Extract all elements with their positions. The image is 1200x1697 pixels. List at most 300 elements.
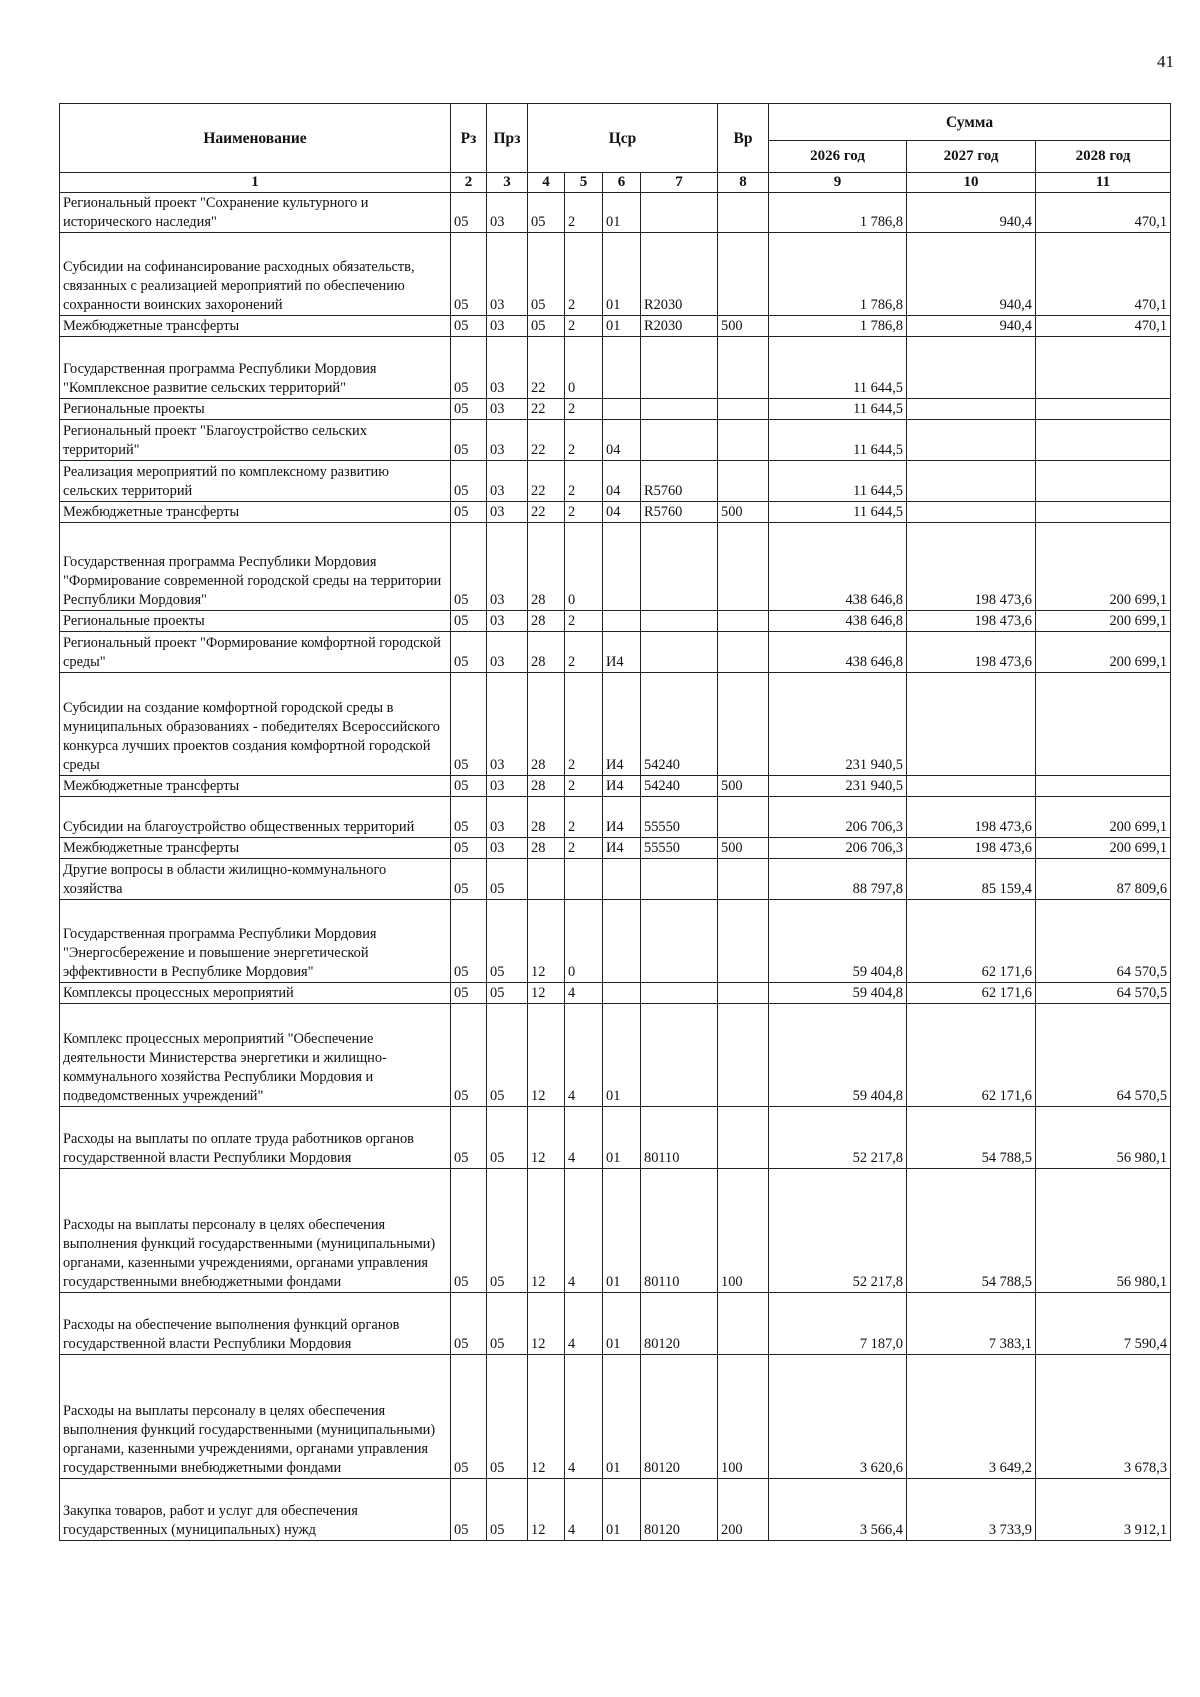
row-csr-direction: 80120 — [641, 1355, 718, 1479]
row-csr-type: 0 — [565, 900, 603, 983]
row-sum-2027 — [907, 776, 1036, 797]
row-sum-2028: 64 570,5 — [1036, 900, 1171, 983]
row-sum-2026: 59 404,8 — [769, 983, 907, 1004]
table-row — [60, 316, 1171, 337]
row-csr-element: 01 — [603, 1293, 641, 1355]
row-sum-2028: 200 699,1 — [1036, 838, 1171, 859]
row-name: Региональный проект "Благоустройство сельских территорий" — [60, 420, 451, 461]
row-name: Субсидии на софинансирование расходных обязательств, связанных с реализацией мероприятий по обеспечению сохранности воинских захоронений — [60, 233, 451, 316]
row-prz: 03 — [487, 673, 528, 776]
row-sum-2026: 438 646,8 — [769, 632, 907, 673]
row-sum-2028: 200 699,1 — [1036, 611, 1171, 632]
row-csr-type: 2 — [565, 233, 603, 316]
row-prz: 03 — [487, 193, 528, 233]
row-csr-direction — [641, 611, 718, 632]
row-name: Государственная программа Республики Мордовия "Комплексное развитие сельских территорий" — [60, 337, 451, 399]
row-name: Региональный проект "Сохранение культурного и исторического наследия" — [60, 193, 451, 233]
row-rz: 05 — [451, 399, 487, 420]
column-number: 3 — [487, 173, 528, 193]
row-name: Межбюджетные трансферты — [60, 316, 451, 337]
row-vr — [718, 611, 769, 632]
header-csr: Цср — [528, 104, 718, 173]
row-rz: 05 — [451, 1293, 487, 1355]
row-vr — [718, 983, 769, 1004]
row-prz: 03 — [487, 776, 528, 797]
row-sum-2026: 11 644,5 — [769, 399, 907, 420]
row-sum-2026: 52 217,8 — [769, 1169, 907, 1293]
row-csr-type: 2 — [565, 461, 603, 502]
row-csr-direction: R5760 — [641, 461, 718, 502]
row-csr-direction — [641, 859, 718, 900]
budget-table — [59, 103, 1171, 1541]
table-row — [60, 838, 1171, 859]
row-rz: 05 — [451, 233, 487, 316]
table-row — [60, 420, 1171, 461]
row-name: Реализация мероприятий по комплексному развитию сельских территорий — [60, 461, 451, 502]
row-sum-2026: 438 646,8 — [769, 523, 907, 611]
row-rz: 05 — [451, 193, 487, 233]
row-sum-2026: 438 646,8 — [769, 611, 907, 632]
row-rz: 05 — [451, 611, 487, 632]
row-vr — [718, 461, 769, 502]
row-sum-2026: 3 566,4 — [769, 1479, 907, 1541]
row-sum-2028 — [1036, 776, 1171, 797]
row-sum-2026: 11 644,5 — [769, 337, 907, 399]
row-name: Межбюджетные трансферты — [60, 502, 451, 523]
row-sum-2028 — [1036, 673, 1171, 776]
row-sum-2026: 1 786,8 — [769, 193, 907, 233]
row-csr-type: 2 — [565, 673, 603, 776]
table-row — [60, 776, 1171, 797]
row-name: Расходы на выплаты персоналу в целях обеспечения выполнения функций государственными (муниципальными) органами, казенными учреждениями, органами управления государственными внебюджетными фондами — [60, 1355, 451, 1479]
table-row — [60, 1293, 1171, 1355]
row-sum-2028: 3 678,3 — [1036, 1355, 1171, 1479]
row-csr-direction: 55550 — [641, 797, 718, 838]
row-sum-2027: 3 649,2 — [907, 1355, 1036, 1479]
row-vr: 100 — [718, 1355, 769, 1479]
row-prz: 05 — [487, 1169, 528, 1293]
row-sum-2027: 62 171,6 — [907, 1004, 1036, 1107]
row-sum-2028: 470,1 — [1036, 193, 1171, 233]
table-row — [60, 502, 1171, 523]
row-csr-program: 28 — [528, 632, 565, 673]
row-sum-2027 — [907, 673, 1036, 776]
row-csr-direction: R5760 — [641, 502, 718, 523]
row-csr-program: 12 — [528, 1169, 565, 1293]
row-rz: 05 — [451, 1355, 487, 1479]
table-row — [60, 399, 1171, 420]
row-sum-2026: 11 644,5 — [769, 461, 907, 502]
row-sum-2028 — [1036, 461, 1171, 502]
row-sum-2028: 470,1 — [1036, 233, 1171, 316]
row-sum-2026: 206 706,3 — [769, 797, 907, 838]
row-sum-2026: 7 187,0 — [769, 1293, 907, 1355]
row-prz: 05 — [487, 1355, 528, 1479]
row-vr — [718, 1004, 769, 1107]
row-sum-2027 — [907, 399, 1036, 420]
row-csr-type: 0 — [565, 337, 603, 399]
row-csr-type: 4 — [565, 1107, 603, 1169]
row-name: Субсидии на благоустройство общественных территорий — [60, 797, 451, 838]
row-sum-2026: 88 797,8 — [769, 859, 907, 900]
table-row — [60, 1169, 1171, 1293]
row-name: Межбюджетные трансферты — [60, 838, 451, 859]
row-csr-program: 28 — [528, 611, 565, 632]
table-row — [60, 983, 1171, 1004]
row-sum-2027: 198 473,6 — [907, 632, 1036, 673]
row-rz: 05 — [451, 461, 487, 502]
column-number: 6 — [603, 173, 641, 193]
row-sum-2028: 3 912,1 — [1036, 1479, 1171, 1541]
header-year-2027: 2027 год — [907, 141, 1036, 173]
row-csr-type: 2 — [565, 632, 603, 673]
row-sum-2026: 3 620,6 — [769, 1355, 907, 1479]
row-sum-2026: 52 217,8 — [769, 1107, 907, 1169]
row-vr — [718, 193, 769, 233]
row-csr-direction: 80110 — [641, 1107, 718, 1169]
row-sum-2027: 54 788,5 — [907, 1169, 1036, 1293]
row-csr-direction: 54240 — [641, 776, 718, 797]
header-vr: Вр — [718, 104, 769, 173]
row-rz: 05 — [451, 859, 487, 900]
row-sum-2027: 198 473,6 — [907, 797, 1036, 838]
row-vr — [718, 1293, 769, 1355]
row-csr-direction: 55550 — [641, 838, 718, 859]
row-rz: 05 — [451, 1479, 487, 1541]
header-rz: Рз — [451, 104, 487, 173]
row-csr-type: 2 — [565, 193, 603, 233]
row-csr-element — [603, 900, 641, 983]
row-csr-program: 12 — [528, 1355, 565, 1479]
row-name: Государственная программа Республики Мордовия "Энергосбережение и повышение энергетической эффективности в Республике Мордовия" — [60, 900, 451, 983]
row-csr-type: 2 — [565, 420, 603, 461]
row-csr-element: 01 — [603, 316, 641, 337]
row-sum-2028: 200 699,1 — [1036, 797, 1171, 838]
row-sum-2027 — [907, 420, 1036, 461]
row-vr — [718, 900, 769, 983]
row-name: Региональный проект "Формирование комфортной городской среды" — [60, 632, 451, 673]
row-csr-type: 2 — [565, 797, 603, 838]
row-sum-2027 — [907, 502, 1036, 523]
row-vr: 500 — [718, 502, 769, 523]
table-header — [60, 104, 1171, 193]
row-prz: 05 — [487, 1004, 528, 1107]
row-sum-2028 — [1036, 399, 1171, 420]
row-rz: 05 — [451, 502, 487, 523]
row-csr-element: И4 — [603, 632, 641, 673]
row-sum-2028: 56 980,1 — [1036, 1107, 1171, 1169]
row-sum-2026: 1 786,8 — [769, 316, 907, 337]
row-csr-element: 01 — [603, 1479, 641, 1541]
row-csr-direction — [641, 193, 718, 233]
row-csr-element — [603, 859, 641, 900]
row-csr-program: 12 — [528, 1479, 565, 1541]
row-sum-2028 — [1036, 502, 1171, 523]
row-csr-element: 01 — [603, 1107, 641, 1169]
column-number: 4 — [528, 173, 565, 193]
row-csr-element — [603, 983, 641, 1004]
row-name: Расходы на обеспечение выполнения функций органов государственной власти Республики Мордовия — [60, 1293, 451, 1355]
row-name: Другие вопросы в области жилищно-коммунального хозяйства — [60, 859, 451, 900]
row-sum-2027: 940,4 — [907, 233, 1036, 316]
row-csr-direction: 80120 — [641, 1293, 718, 1355]
column-number: 5 — [565, 173, 603, 193]
row-sum-2026: 1 786,8 — [769, 233, 907, 316]
row-prz: 05 — [487, 1479, 528, 1541]
header-name: Наименование — [60, 104, 451, 173]
row-prz: 03 — [487, 337, 528, 399]
table-row — [60, 611, 1171, 632]
row-sum-2026: 59 404,8 — [769, 1004, 907, 1107]
row-csr-element: 01 — [603, 233, 641, 316]
row-name: Субсидии на создание комфортной городской среды в муниципальных образованиях - победителях Всероссийского конкурса лучших проектов создания комфортной городской среды — [60, 673, 451, 776]
row-name: Расходы на выплаты персоналу в целях обеспечения выполнения функций государственными (муниципальными) органами, казенными учреждениями, органами управления государственными внебюджетными фондами — [60, 1169, 451, 1293]
row-csr-program: 22 — [528, 420, 565, 461]
row-csr-element: 01 — [603, 1004, 641, 1107]
row-sum-2026: 231 940,5 — [769, 673, 907, 776]
row-sum-2028: 7 590,4 — [1036, 1293, 1171, 1355]
row-csr-direction — [641, 1004, 718, 1107]
row-csr-direction: R2030 — [641, 233, 718, 316]
row-csr-type: 2 — [565, 399, 603, 420]
row-vr — [718, 337, 769, 399]
row-vr — [718, 859, 769, 900]
row-sum-2026: 11 644,5 — [769, 420, 907, 461]
row-csr-type: 2 — [565, 316, 603, 337]
row-csr-type: 2 — [565, 776, 603, 797]
row-csr-program: 22 — [528, 337, 565, 399]
row-csr-direction — [641, 632, 718, 673]
page-number: 41 — [1157, 52, 1174, 71]
row-vr — [718, 233, 769, 316]
row-sum-2027: 198 473,6 — [907, 838, 1036, 859]
row-name: Региональные проекты — [60, 399, 451, 420]
row-vr — [718, 797, 769, 838]
row-csr-element: 04 — [603, 502, 641, 523]
row-prz: 03 — [487, 502, 528, 523]
row-vr — [718, 1107, 769, 1169]
table-row — [60, 337, 1171, 399]
row-csr-type: 4 — [565, 1355, 603, 1479]
row-csr-program: 05 — [528, 233, 565, 316]
row-prz: 05 — [487, 900, 528, 983]
row-csr-element: 01 — [603, 1355, 641, 1479]
row-name: Комплексы процессных мероприятий — [60, 983, 451, 1004]
row-csr-element: 04 — [603, 420, 641, 461]
row-csr-element: 01 — [603, 1169, 641, 1293]
row-csr-direction — [641, 337, 718, 399]
row-prz: 03 — [487, 316, 528, 337]
row-csr-program: 28 — [528, 838, 565, 859]
row-name: Комплекс процессных мероприятий "Обеспечение деятельности Министерства энергетики и жилищно-коммунального хозяйства Республики Мордовия и подведомственных учреждений" — [60, 1004, 451, 1107]
row-sum-2028: 64 570,5 — [1036, 1004, 1171, 1107]
row-csr-direction — [641, 983, 718, 1004]
row-sum-2027: 3 733,9 — [907, 1479, 1036, 1541]
row-csr-type: 4 — [565, 1004, 603, 1107]
row-sum-2028 — [1036, 337, 1171, 399]
table-row — [60, 797, 1171, 838]
column-number: 9 — [769, 173, 907, 193]
header-year-2028: 2028 год — [1036, 141, 1171, 173]
row-vr: 500 — [718, 316, 769, 337]
row-sum-2027 — [907, 461, 1036, 502]
row-csr-direction: R2030 — [641, 316, 718, 337]
row-csr-program: 28 — [528, 673, 565, 776]
row-csr-type: 4 — [565, 983, 603, 1004]
row-vr — [718, 523, 769, 611]
row-csr-direction — [641, 420, 718, 461]
row-rz: 05 — [451, 1004, 487, 1107]
row-csr-program: 05 — [528, 193, 565, 233]
row-name: Расходы на выплаты по оплате труда работников органов государственной власти Республики Мордовия — [60, 1107, 451, 1169]
row-vr — [718, 673, 769, 776]
row-csr-type: 2 — [565, 502, 603, 523]
row-rz: 05 — [451, 1107, 487, 1169]
row-sum-2026: 231 940,5 — [769, 776, 907, 797]
row-prz: 03 — [487, 523, 528, 611]
row-csr-type: 0 — [565, 523, 603, 611]
row-sum-2028: 470,1 — [1036, 316, 1171, 337]
row-rz: 05 — [451, 673, 487, 776]
row-csr-program: 12 — [528, 1293, 565, 1355]
row-prz: 03 — [487, 399, 528, 420]
row-csr-type: 4 — [565, 1293, 603, 1355]
row-vr: 500 — [718, 838, 769, 859]
row-rz: 05 — [451, 420, 487, 461]
row-csr-type: 2 — [565, 611, 603, 632]
column-number: 8 — [718, 173, 769, 193]
row-csr-element — [603, 337, 641, 399]
row-vr: 500 — [718, 776, 769, 797]
row-csr-element — [603, 399, 641, 420]
row-rz: 05 — [451, 523, 487, 611]
table-row — [60, 461, 1171, 502]
row-sum-2027 — [907, 337, 1036, 399]
row-csr-direction: 80120 — [641, 1479, 718, 1541]
row-prz: 03 — [487, 461, 528, 502]
table-row — [60, 859, 1171, 900]
row-rz: 05 — [451, 983, 487, 1004]
row-name: Региональные проекты — [60, 611, 451, 632]
row-csr-program: 12 — [528, 1107, 565, 1169]
row-rz: 05 — [451, 900, 487, 983]
row-csr-element — [603, 523, 641, 611]
row-prz: 03 — [487, 632, 528, 673]
row-csr-element — [603, 611, 641, 632]
row-name: Государственная программа Республики Мордовия "Формирование современной городской среды на территории Республики Мордовия" — [60, 523, 451, 611]
row-rz: 05 — [451, 776, 487, 797]
table-row — [60, 900, 1171, 983]
row-prz: 03 — [487, 611, 528, 632]
table-row — [60, 1479, 1171, 1541]
row-csr-element: И4 — [603, 838, 641, 859]
row-prz: 05 — [487, 983, 528, 1004]
row-csr-direction: 54240 — [641, 673, 718, 776]
row-sum-2027: 62 171,6 — [907, 983, 1036, 1004]
column-number: 7 — [641, 173, 718, 193]
row-prz: 03 — [487, 233, 528, 316]
row-sum-2027: 54 788,5 — [907, 1107, 1036, 1169]
row-sum-2028 — [1036, 420, 1171, 461]
row-sum-2028: 200 699,1 — [1036, 523, 1171, 611]
row-sum-2028: 200 699,1 — [1036, 632, 1171, 673]
row-sum-2027: 198 473,6 — [907, 611, 1036, 632]
row-vr: 100 — [718, 1169, 769, 1293]
row-sum-2027: 198 473,6 — [907, 523, 1036, 611]
row-csr-type: 2 — [565, 838, 603, 859]
table-row — [60, 523, 1171, 611]
table-row — [60, 673, 1171, 776]
table-row — [60, 1107, 1171, 1169]
table-body — [60, 193, 1171, 1541]
row-csr-program: 22 — [528, 502, 565, 523]
row-csr-type: 4 — [565, 1479, 603, 1541]
row-csr-direction: 80110 — [641, 1169, 718, 1293]
row-csr-element: 04 — [603, 461, 641, 502]
row-sum-2027: 85 159,4 — [907, 859, 1036, 900]
header-summa: Сумма — [769, 104, 1171, 141]
row-csr-program — [528, 859, 565, 900]
row-rz: 05 — [451, 632, 487, 673]
row-csr-program: 12 — [528, 900, 565, 983]
row-csr-direction — [641, 900, 718, 983]
column-number: 2 — [451, 173, 487, 193]
row-sum-2028: 87 809,6 — [1036, 859, 1171, 900]
row-sum-2027: 7 383,1 — [907, 1293, 1036, 1355]
row-prz: 03 — [487, 838, 528, 859]
row-csr-program: 28 — [528, 776, 565, 797]
row-vr — [718, 420, 769, 461]
column-number-row — [60, 173, 1171, 193]
row-csr-program: 28 — [528, 523, 565, 611]
row-prz: 05 — [487, 1293, 528, 1355]
row-sum-2028: 56 980,1 — [1036, 1169, 1171, 1293]
row-csr-program: 05 — [528, 316, 565, 337]
row-csr-element: 01 — [603, 193, 641, 233]
row-csr-program: 12 — [528, 1004, 565, 1107]
row-vr — [718, 632, 769, 673]
table-row — [60, 1355, 1171, 1479]
row-rz: 05 — [451, 316, 487, 337]
row-csr-element: И4 — [603, 673, 641, 776]
row-rz: 05 — [451, 1169, 487, 1293]
column-number: 11 — [1036, 173, 1171, 193]
row-sum-2027: 62 171,6 — [907, 900, 1036, 983]
row-rz: 05 — [451, 337, 487, 399]
row-csr-program: 22 — [528, 399, 565, 420]
row-sum-2026: 59 404,8 — [769, 900, 907, 983]
row-csr-type — [565, 859, 603, 900]
table-row — [60, 233, 1171, 316]
row-vr: 200 — [718, 1479, 769, 1541]
row-vr — [718, 399, 769, 420]
column-number: 1 — [60, 173, 451, 193]
row-sum-2026: 11 644,5 — [769, 502, 907, 523]
row-csr-program: 12 — [528, 983, 565, 1004]
column-number: 10 — [907, 173, 1036, 193]
row-prz: 05 — [487, 859, 528, 900]
row-prz: 03 — [487, 797, 528, 838]
row-rz: 05 — [451, 838, 487, 859]
row-sum-2027: 940,4 — [907, 193, 1036, 233]
row-csr-element: И4 — [603, 776, 641, 797]
row-sum-2026: 206 706,3 — [769, 838, 907, 859]
table-row — [60, 1004, 1171, 1107]
row-prz: 03 — [487, 420, 528, 461]
row-csr-direction — [641, 523, 718, 611]
row-name: Межбюджетные трансферты — [60, 776, 451, 797]
row-sum-2027: 940,4 — [907, 316, 1036, 337]
